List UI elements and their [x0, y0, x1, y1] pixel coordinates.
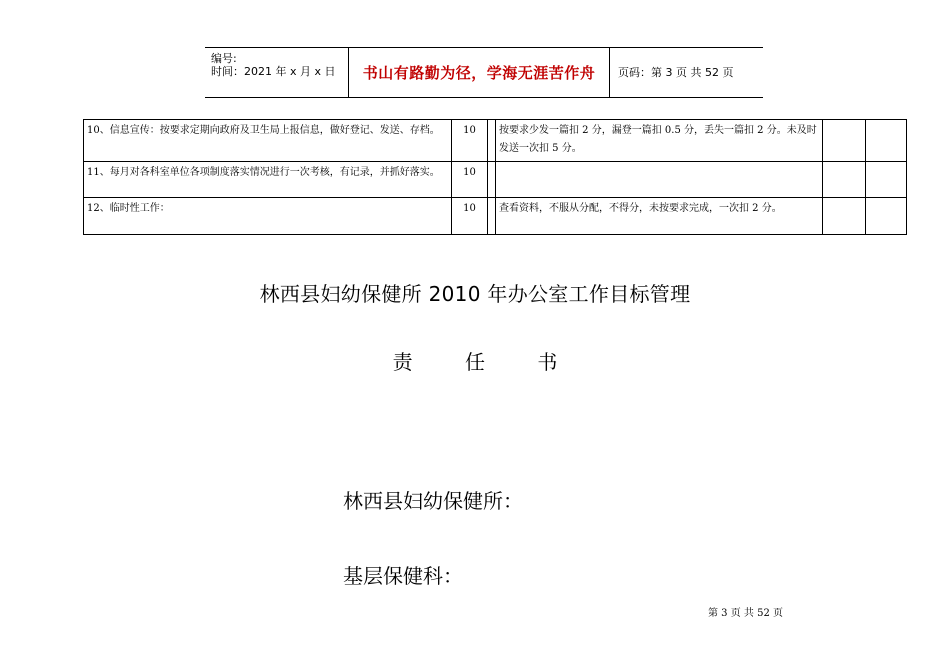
- document-subtitle: 责 任 书: [392, 350, 558, 374]
- table-row: [84, 198, 907, 235]
- page-footer: 第 3 页 共 52 页: [708, 608, 783, 619]
- criteria-cell: 按要求少发一篇扣 2 分，漏登一篇扣 0.5 分，丢失一篇扣 2 分。未及时发送一次扣 5 分。: [496, 120, 823, 162]
- empty-cell: [866, 120, 907, 162]
- document-title: 林西县妇幼保健所 2010 年办公室工作目标管理: [259, 282, 691, 306]
- header-motto: 书山有路勤为径，学海无涯苦作舟: [362, 64, 596, 82]
- empty-cell: [823, 120, 866, 162]
- score-cell: 10: [452, 198, 488, 235]
- gap-cell: [488, 120, 496, 162]
- score-cell: 10: [452, 162, 488, 198]
- scoring-table: [83, 119, 907, 235]
- gap-cell: [488, 162, 496, 198]
- header-page-info: 页码：第 3 页 共 52 页: [618, 66, 734, 79]
- gap-cell: [488, 198, 496, 235]
- criteria-cell: 查看资料，不服从分配，不得分，未按要求完成，一次扣 2 分。: [496, 198, 823, 235]
- header-bottom-rule: [205, 97, 763, 98]
- header-time-label: 时间：2021 年 x 月 x 日: [211, 65, 336, 78]
- party-b-label: 基层保健科：: [343, 564, 463, 588]
- table-row: [84, 120, 907, 162]
- empty-cell: [823, 162, 866, 198]
- item-cell: 10、信息宣传：按要求定期向政府及卫生局上报信息，做好登记、发送、存档。: [84, 120, 452, 162]
- item-cell: 11、每月对各科室单位各项制度落实情况进行一次考核，有记录，并抓好落实。: [84, 162, 452, 198]
- empty-cell: [823, 198, 866, 235]
- score-cell: 10: [452, 120, 488, 162]
- empty-cell: [866, 162, 907, 198]
- header-code-label: 编号:: [211, 52, 237, 65]
- table-row: [84, 162, 907, 198]
- criteria-cell: [496, 162, 823, 198]
- empty-cell: [866, 198, 907, 235]
- item-cell: 12、临时性工作：: [84, 198, 452, 235]
- party-a-label: 林西县妇幼保健所：: [343, 489, 523, 513]
